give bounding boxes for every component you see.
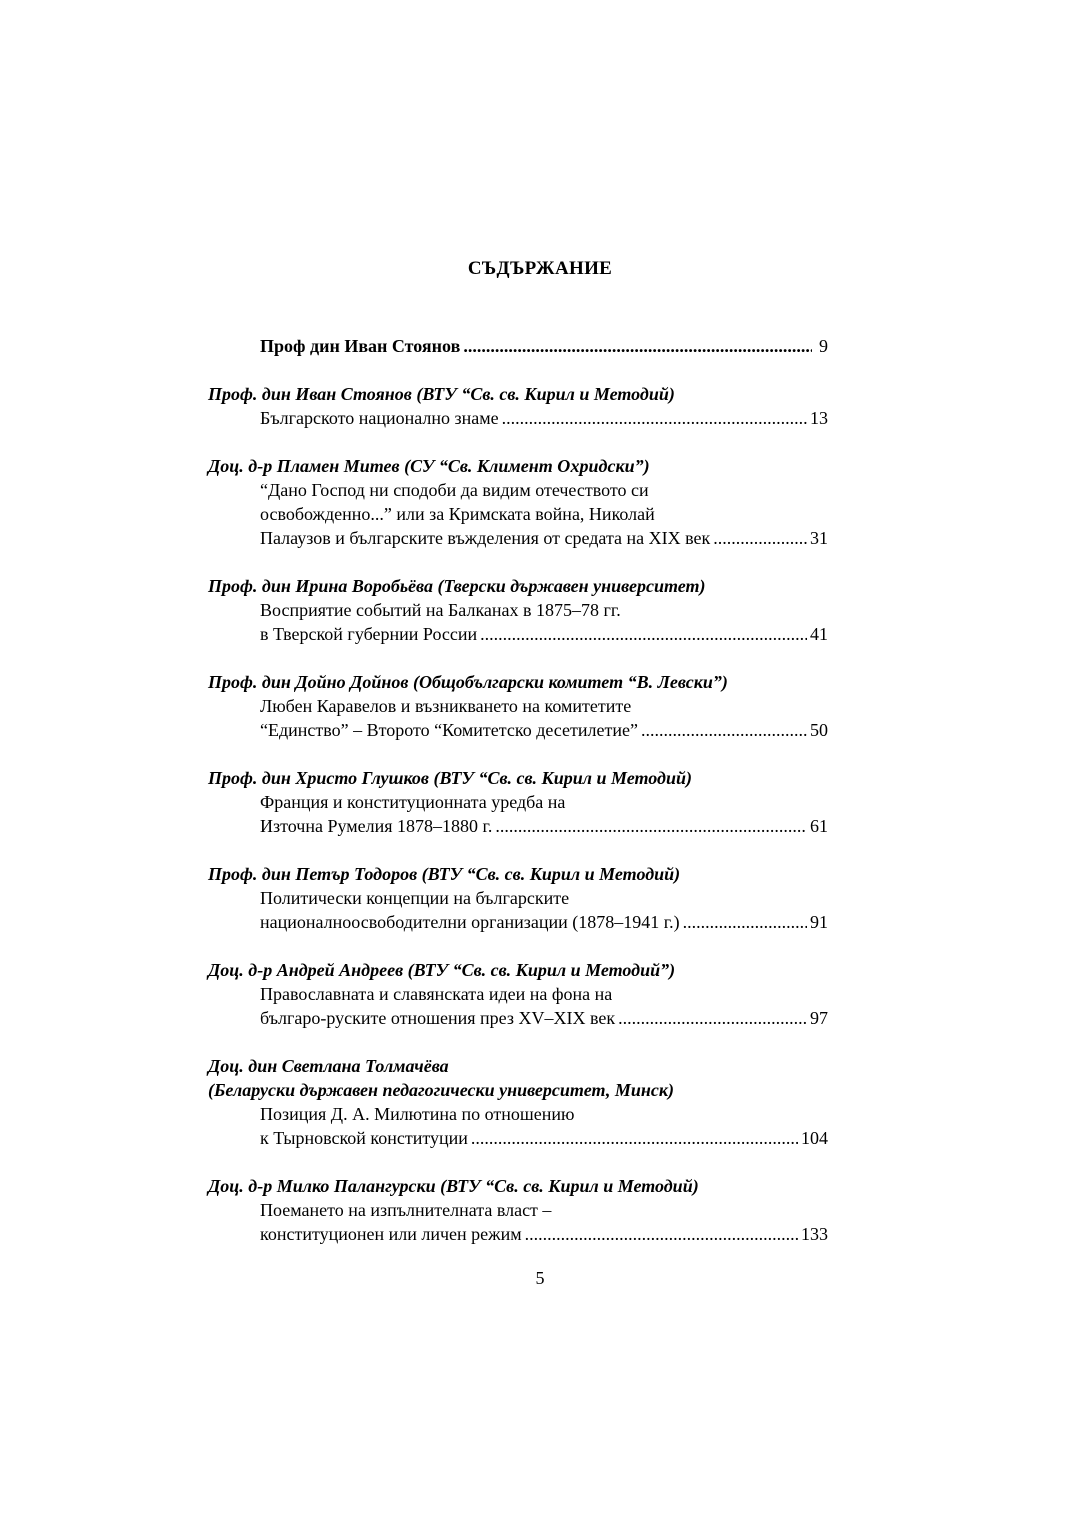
toc-entry-title-line: Любен Каравелов и възникването на комитетите (260, 696, 632, 716)
toc-author: Доц. д-р Пламен Митев (СУ “Св. Климент Охридски”) (208, 456, 650, 476)
toc-entry-title-line: Поемането на изпълнителната власт – (260, 1200, 552, 1220)
toc-entry-intro (208, 334, 828, 358)
toc-entry-title: конституционен или личен режим (260, 1224, 522, 1244)
toc-author: Доц. д-р Андрей Андреев (ВТУ “Св. св. Кирил и Методий”) (208, 960, 676, 980)
dot-leader (525, 1222, 798, 1246)
toc-entry-line (260, 1126, 828, 1150)
toc-entry (208, 766, 828, 838)
toc-entry-title-line: Франция и конституционната уредба на (260, 792, 566, 812)
toc-entry-title: българо-руските отношения през XV–XIX век (260, 1008, 616, 1028)
toc-page-number: 91 (810, 912, 828, 932)
toc-entry-title: Проф дин Иван Стоянов (260, 336, 461, 356)
toc-page-number: 31 (810, 528, 828, 548)
toc-entry-line (260, 622, 828, 646)
dot-leader (502, 406, 807, 430)
toc-entry-line (260, 334, 828, 358)
toc-author-affiliation: (Беларуски държавен педагогически университет, Минск) (208, 1080, 675, 1100)
toc-entry (208, 958, 828, 1030)
toc-author: Проф. дин Ирина Воробьёва (Тверски държавен университет) (208, 576, 706, 596)
toc-entry (208, 862, 828, 934)
toc-entry-line (260, 526, 828, 550)
toc-entry-title-line: освобожденно...” или за Кримската война, Николай (260, 504, 655, 524)
toc-entry-title: в Тверской губернии России (260, 624, 478, 644)
toc-author: Доц. д-р Милко Палангурски (ВТУ “Св. св. Кирил и Методий) (208, 1176, 699, 1196)
toc-entry-title-line: “Дано Господ ни сподоби да видим отечеството си (260, 480, 649, 500)
dot-leader (683, 910, 807, 934)
toc-entry-line (260, 406, 828, 430)
dot-leader (713, 526, 807, 550)
toc-page-number: 9 (819, 336, 828, 356)
toc-entry-line (260, 718, 828, 742)
dot-leader (463, 334, 812, 358)
toc-entry-title: к Тырновской конституции (260, 1128, 468, 1148)
toc-entry-line (260, 814, 828, 838)
toc-page-number: 13 (810, 408, 828, 428)
toc-author: Проф. дин Дойно Дойнов (Общобългарски комитет “В. Левски”) (208, 672, 728, 692)
toc-entry-line (260, 1222, 828, 1246)
toc-entry-title-line: Восприятие событий на Балканах в 1875–78 гг. (260, 600, 621, 620)
dot-leader (641, 718, 807, 742)
page-title: СЪДЪРЖАНИЕ (467, 258, 613, 279)
page-number: 5 (535, 1268, 545, 1288)
table-of-contents (208, 334, 828, 1270)
toc-entry-title: Българското национално знаме (260, 408, 499, 428)
toc-entry (208, 1054, 828, 1150)
toc-entry (208, 454, 828, 550)
toc-entry (208, 574, 828, 646)
dot-leader (618, 1006, 807, 1030)
toc-author: Проф. дин Иван Стоянов (ВТУ “Св. св. Кирил и Методий) (208, 384, 675, 404)
toc-entry-title-line: Позиция Д. А. Милютина по отношению (260, 1104, 575, 1124)
toc-page-number: 41 (810, 624, 828, 644)
toc-page-number: 61 (810, 816, 828, 836)
toc-entry-line (260, 1006, 828, 1030)
dot-leader (495, 814, 807, 838)
toc-author: Проф. дин Петър Тодоров (ВТУ “Св. св. Кирил и Методий) (208, 864, 681, 884)
toc-entry-title-line: Политически концепции на българските (260, 888, 570, 908)
dot-leader (471, 1126, 798, 1150)
toc-entry (208, 382, 828, 430)
toc-entry-line (260, 910, 828, 934)
toc-author: Проф. дин Христо Глушков (ВТУ “Св. св. Кирил и Методий) (208, 768, 692, 788)
toc-page-number: 104 (801, 1128, 828, 1148)
toc-entry (208, 670, 828, 742)
toc-entry-title: Палаузов и българските въжделения от средата на XIX век (260, 528, 711, 548)
dot-leader (480, 622, 807, 646)
toc-page-number: 97 (810, 1008, 828, 1028)
toc-page-number: 133 (801, 1224, 828, 1244)
toc-entry-title: националноосвободителни организации (1878–1941 г.) (260, 912, 680, 932)
toc-entry-title: Източна Румелия 1878–1880 г. (260, 816, 493, 836)
toc-entry-title: “Единство” – Второто “Комитетско десетилетие” (260, 720, 638, 740)
toc-entry (208, 1174, 828, 1246)
toc-author: Доц. дин Светлана Толмачёва (208, 1056, 449, 1076)
toc-page-number: 50 (810, 720, 828, 740)
toc-entry-title-line: Православната и славянската идеи на фона на (260, 984, 613, 1004)
